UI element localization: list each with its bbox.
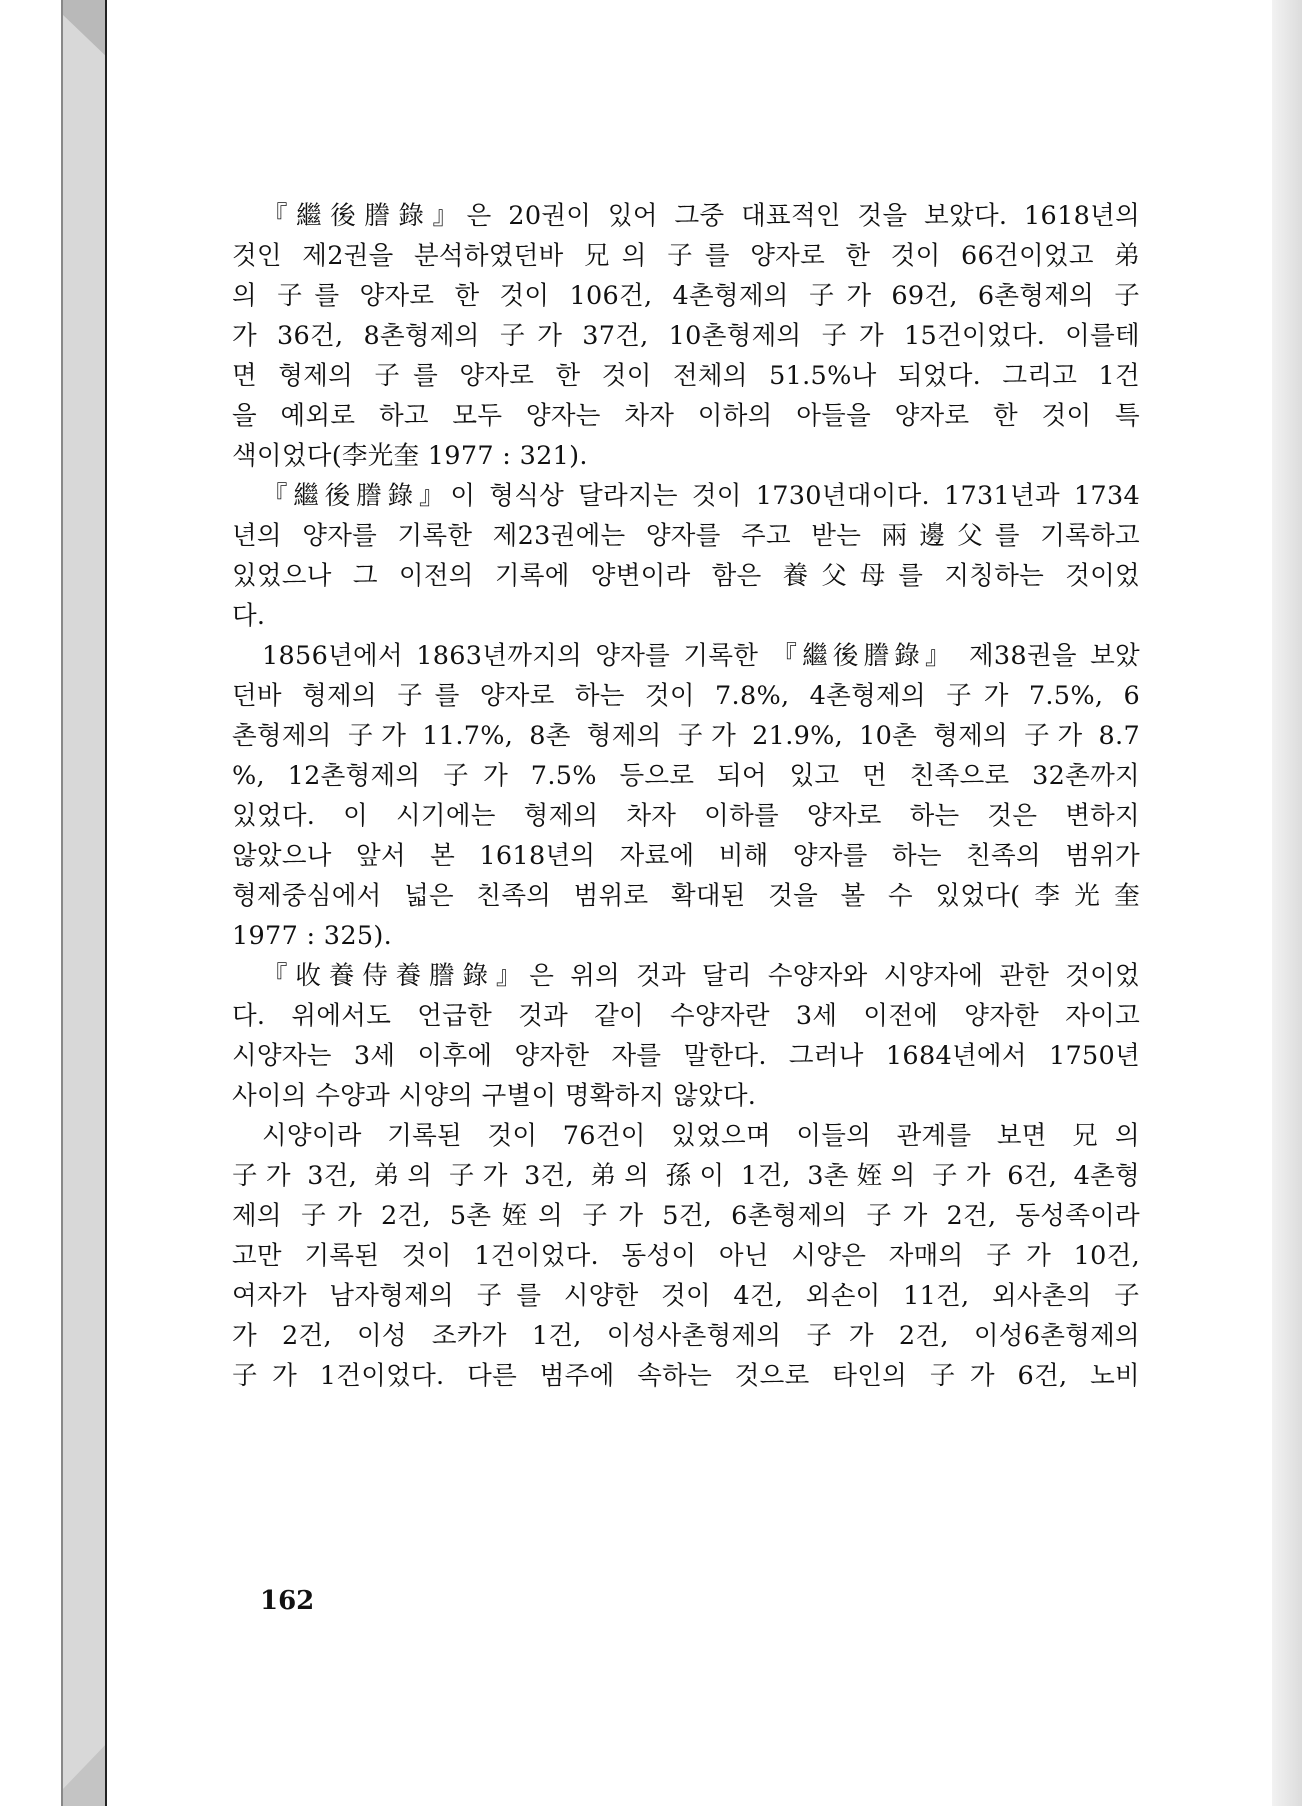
text-line: 1977 : 325). xyxy=(232,921,393,951)
page-number: 162 xyxy=(260,1586,315,1616)
text-line: 가 36건, 8촌형제의 子가 37건, 10촌형제의 子가 15건이었다. 이를테 xyxy=(232,321,1140,351)
text-line: 여자가 남자형제의 子를 시양한 것이 4건, 외손이 11건, 외사촌의 子 xyxy=(232,1281,1140,1311)
text-line: 있었으나 그 이전의 기록에 양변이라 함은 養父母를 지칭하는 것이었 xyxy=(232,561,1140,591)
text-line: 고만 기록된 것이 1건이었다. 동성이 아닌 시양은 자매의 子가 10건, xyxy=(232,1241,1140,1271)
text-line: 『收養侍養謄錄』은 위의 것과 달리 수양자와 시양자에 관한 것이었 xyxy=(262,961,1140,991)
book-spine-edge xyxy=(0,0,110,1806)
text-line: 1856년에서 1863년까지의 양자를 기록한 『繼後謄錄』 제38권을 보았 xyxy=(262,641,1140,671)
text-line: 시양이라 기록된 것이 76건이 있었으며 이들의 관계를 보면 兄의 xyxy=(262,1121,1140,1151)
text-line: 『繼後謄錄』은 20권이 있어 그중 대표적인 것을 보았다. 1618년의 xyxy=(262,201,1140,231)
text-line: 다. 위에서도 언급한 것과 같이 수양자란 3세 이전에 양자한 자이고 xyxy=(232,1001,1140,1031)
text-line: 사이의 수양과 시양의 구별이 명확하지 않았다. xyxy=(232,1081,757,1111)
text-line: 제의 子가 2건, 5촌姪의 子가 5건, 6촌형제의 子가 2건, 동성족이라 xyxy=(232,1201,1140,1231)
text-line: %, 12촌형제의 子가 7.5% 등으로 되어 있고 먼 친족으로 32촌까지 xyxy=(232,761,1140,791)
text-line: 형제중심에서 넓은 친족의 범위로 확대된 것을 볼 수 있었다(李光奎 xyxy=(232,881,1140,911)
text-line: 『繼後謄錄』이 형식상 달라지는 것이 1730년대이다. 1731년과 1734 xyxy=(262,481,1140,511)
text-line: 않았으나 앞서 본 1618년의 자료에 비해 양자를 하는 친족의 범위가 xyxy=(232,841,1140,871)
text-line: 의 子를 양자로 한 것이 106건, 4촌형제의 子가 69건, 6촌형제의 子 xyxy=(232,281,1140,311)
text-line: 것인 제2권을 분석하였던바 兄의 子를 양자로 한 것이 66건이었고 弟 xyxy=(232,241,1140,271)
text-line: 촌형제의 子가 11.7%, 8촌 형제의 子가 21.9%, 10촌 형제의 子가 8.7 xyxy=(232,721,1140,751)
text-line: 시양자는 3세 이후에 양자한 자를 말한다. 그러나 1684년에서 1750년 xyxy=(232,1041,1140,1071)
text-line: 면 형제의 子를 양자로 한 것이 전체의 51.5%나 되었다. 그리고 1건 xyxy=(232,361,1140,391)
page-edge-shadow xyxy=(1272,0,1302,1806)
text-line: 년의 양자를 기록한 제23권에는 양자를 주고 받는 兩邊父를 기록하고 xyxy=(232,521,1140,551)
text-line: 다. xyxy=(232,601,266,631)
text-line: 있었다. 이 시기에는 형제의 차자 이하를 양자로 하는 것은 변하지 xyxy=(232,801,1140,831)
text-line: 子가 3건, 弟의 子가 3건, 弟의 孫이 1건, 3촌姪의 子가 6건, 4촌형 xyxy=(232,1161,1140,1191)
body-text xyxy=(232,196,1140,1396)
text-line: 가 2건, 이성 조카가 1건, 이성사촌형제의 子가 2건, 이성6촌형제의 xyxy=(232,1321,1140,1351)
text-line: 던바 형제의 子를 양자로 하는 것이 7.8%, 4촌형제의 子가 7.5%, 6 xyxy=(232,681,1140,711)
text-line: 색이었다(李光奎 1977 : 321). xyxy=(232,441,588,471)
text-line: 子가 1건이었다. 다른 범주에 속하는 것으로 타인의 子가 6건, 노비 xyxy=(232,1361,1140,1391)
text-line: 을 예외로 하고 모두 양자는 차자 이하의 아들을 양자로 한 것이 특 xyxy=(232,401,1140,431)
